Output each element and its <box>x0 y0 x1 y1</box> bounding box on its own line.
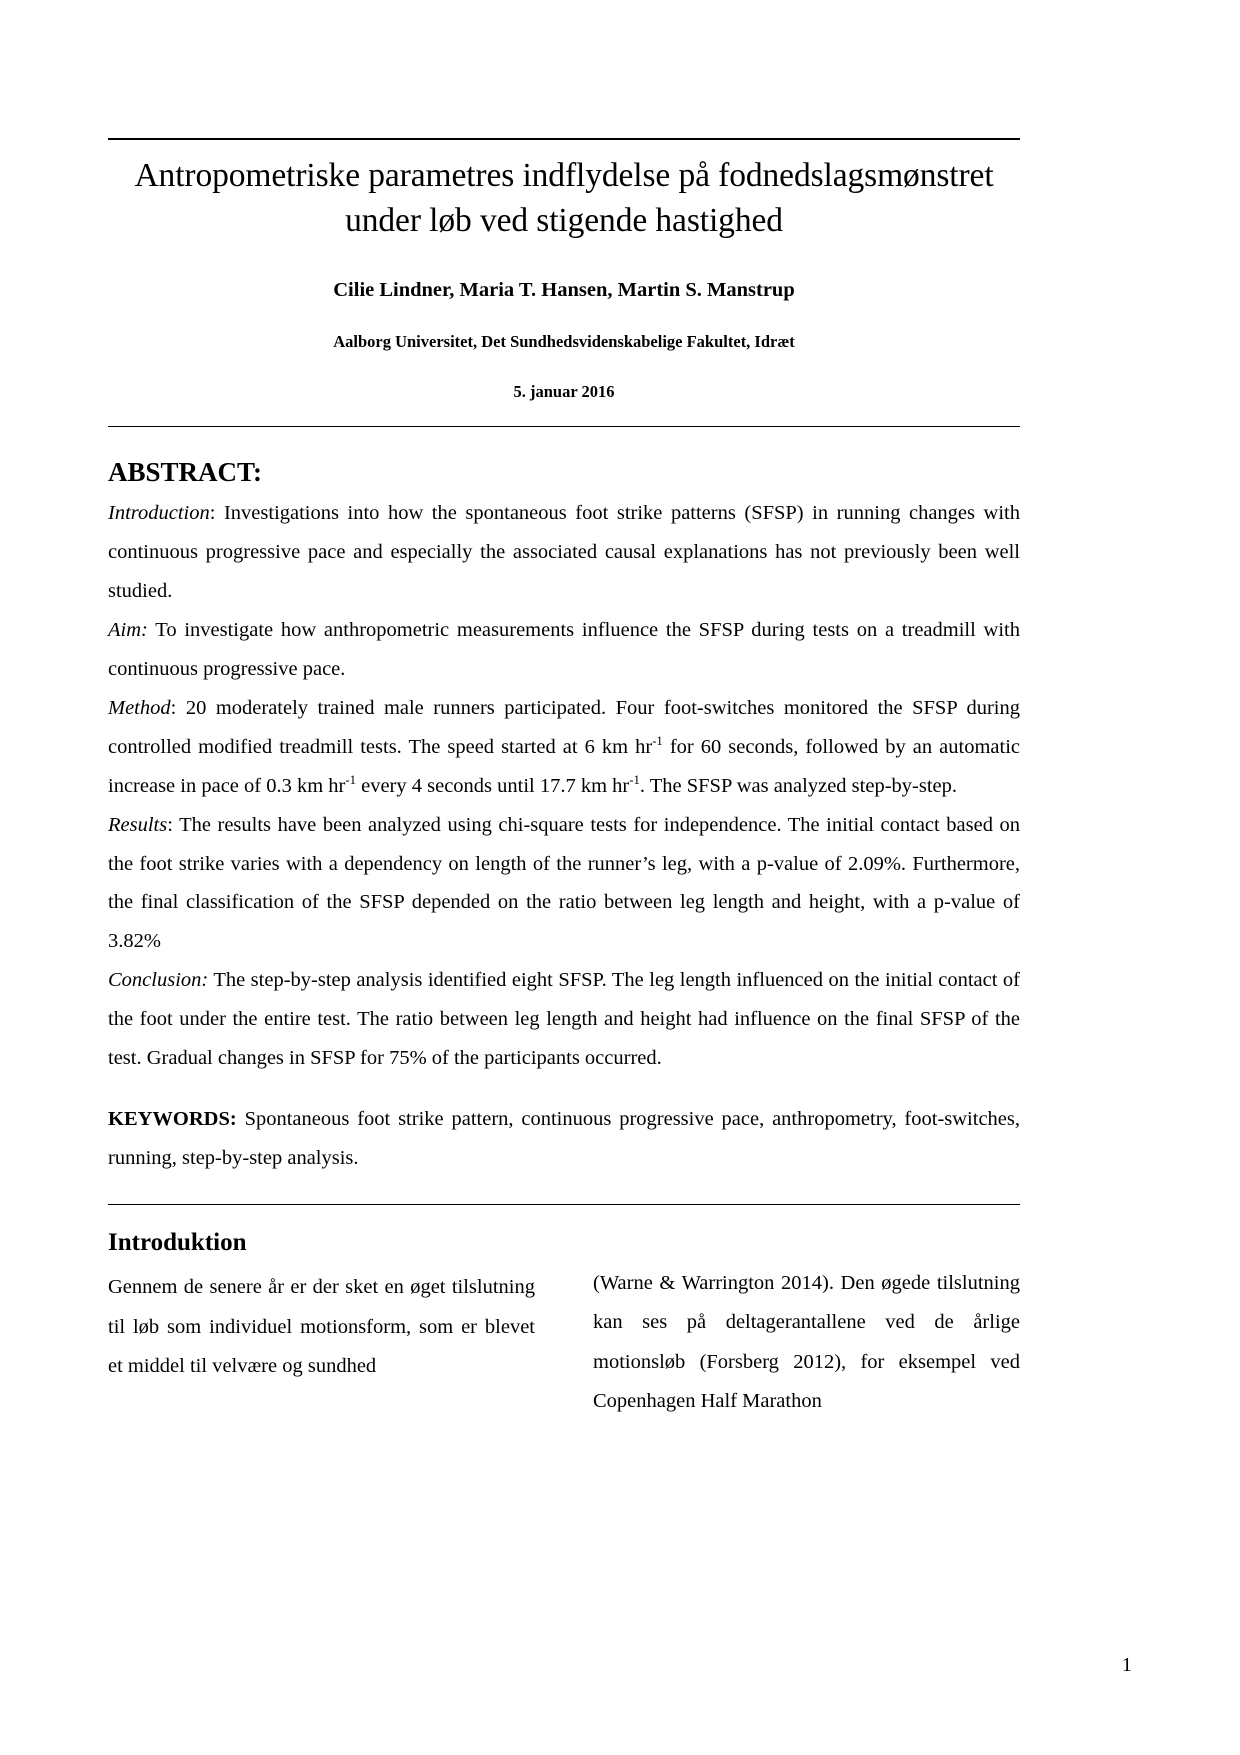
abstract-results-text: : The results have been analyzed using chi-square tests for independence. The initial contact based on the foot strike varies with a dependency on length of the runner’s leg, with a p-value of 2.09%. Furthermore, the final classification of the SFSP depended on the ratio between leg length and height, with a p-value of 3.82% <box>108 813 1020 953</box>
column-right <box>593 1227 1020 1421</box>
affiliation: Aalborg Universitet, Det Sundhedsvidenskabelige Fakultet, Idræt <box>333 332 795 352</box>
keywords-divider <box>108 1204 1020 1205</box>
abstract-introduction-label: Introduction <box>108 502 210 525</box>
method-superscript-2: -1 <box>345 772 356 787</box>
publication-date: 5. januar 2016 <box>513 382 615 402</box>
header-divider <box>108 426 1020 427</box>
abstract-method-text-2: for 60 seconds, followed by an automatic increase in pace of 0.3 km hr <box>108 735 1020 797</box>
keywords-text: Spontaneous foot strike pattern, continuous progressive pace, anthropometry, foot-switches, running, step-by-step analysis. <box>108 1108 1020 1170</box>
abstract-conclusion-label: Conclusion: <box>108 969 209 992</box>
author-list: Cilie Lindner, Maria T. Hansen, Martin S. Manstrup <box>333 279 795 302</box>
abstract-method-paragraph <box>108 689 1020 806</box>
top-divider <box>108 138 1020 140</box>
abstract-aim-label: Aim: <box>108 618 148 641</box>
abstract-aim-paragraph <box>108 611 1020 689</box>
abstract-conclusion-paragraph <box>108 961 1020 1078</box>
title-line-1: Antropometriske parametres indflydelse på fodnedslagsmønstret <box>134 157 994 194</box>
title-line-2: under løb ved stigende hastighed <box>345 201 783 239</box>
method-superscript-1: -1 <box>652 733 663 748</box>
column-right-spacer <box>593 1227 1020 1264</box>
introduction-left-paragraph: Gennem de senere år er der sket en øget tilslutning til løb som individuel motionsform, som er blevet et middel til velvære og sundhed <box>108 1276 535 1377</box>
abstract-results-label: Results <box>108 813 168 836</box>
abstract-method-text-1: : 20 moderately trained male runners participated. Four foot-switches monitored the SFSP during controlled modified treadmill tests. The speed started at 6 km hr <box>108 696 1020 758</box>
abstract-introduction-text: : Investigations into how the spontaneous foot strike patterns (SFSP) in running changes with continuous progressive pace and especially the associated causal explanations has not previously been well studied. <box>108 502 1020 602</box>
keywords-paragraph <box>108 1100 1020 1178</box>
keywords-label: KEYWORDS: <box>108 1108 237 1131</box>
abstract-aim-text: To investigate how anthropometric measurements influence the SFSP during tests on a treadmill with continuous progressive pace. <box>108 618 1020 680</box>
abstract-introduction-paragraph <box>108 494 1020 611</box>
body-columns <box>108 1227 1020 1421</box>
method-superscript-3: -1 <box>629 772 640 787</box>
abstract-method-text-3: every 4 seconds until 17.7 km hr <box>355 774 630 797</box>
page-number: 1 <box>1121 1654 1132 1676</box>
page-content <box>108 0 1020 1421</box>
abstract-results-paragraph <box>108 806 1020 962</box>
introduction-right-paragraph: (Warne & Warrington 2014). Den øgede tilslutning kan ses på deltagerantallene ved de årlige motionsløb (Forsberg 2012), for eksempel ved Copenhagen Half Marathon <box>593 1272 1020 1413</box>
page-title <box>108 154 1020 243</box>
column-left <box>108 1227 535 1421</box>
abstract-conclusion-text: The step-by-step analysis identified eight SFSP. The leg length influenced on the initial contact of the foot under the entire test. The ratio between leg length and height had influence on the final SFSP of the test. Gradual changes in SFSP for 75% of the participants occurred. <box>108 969 1020 1070</box>
abstract-method-text-4: . The SFSP was analyzed step-by-step. <box>639 774 957 797</box>
abstract-method-label: Method <box>108 696 171 719</box>
introduction-heading: Introduktion <box>108 1229 247 1257</box>
abstract-heading: ABSTRACT: <box>108 457 263 488</box>
